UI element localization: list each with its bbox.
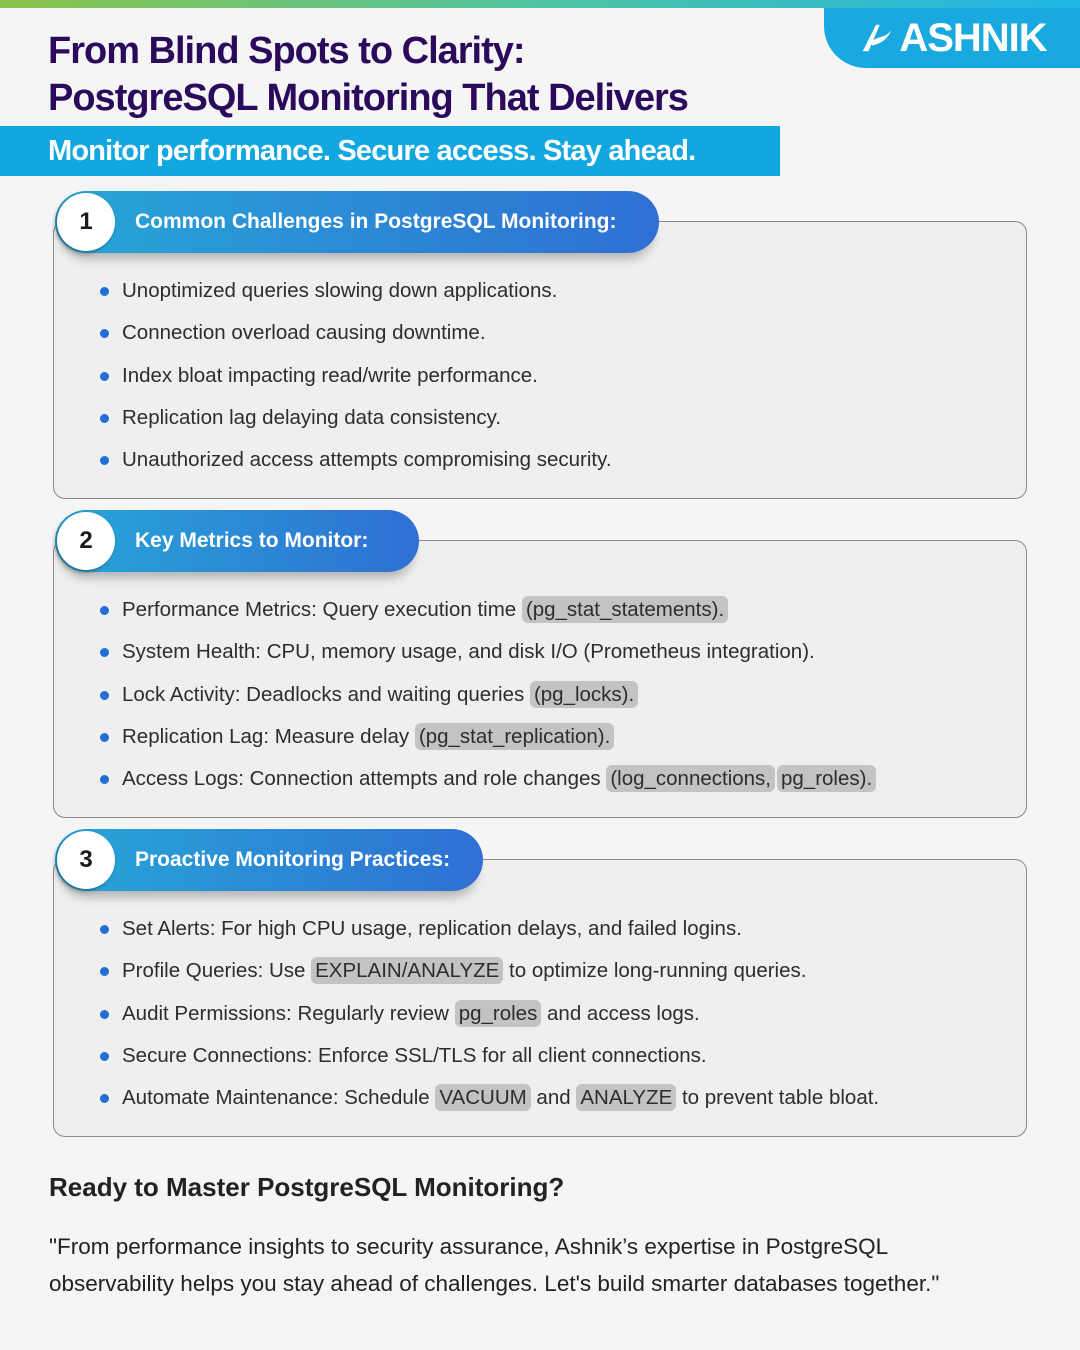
code-snippet: pg_roles (455, 1000, 542, 1027)
section-2-header (55, 510, 419, 572)
list-item: Audit Permissions: Regularly review pg_roles and access logs. (100, 993, 879, 1035)
title-line-2: PostgreSQL Monitoring That Delivers (48, 77, 688, 119)
section-3-card (53, 859, 1027, 1137)
section-heading: Proactive Monitoring Practices: (135, 848, 451, 871)
code-snippet: (pg_stat_replication). (415, 723, 614, 750)
section-2-list (100, 589, 876, 800)
section-number: 2 (57, 512, 115, 570)
top-gradient-strip (0, 0, 1080, 8)
list-item: Index bloat impacting read/write performance. (100, 355, 612, 397)
section-1-list (100, 270, 612, 481)
section-1-header (55, 191, 659, 253)
section-number: 1 (57, 193, 115, 251)
code-snippet: (pg_locks). (530, 681, 638, 708)
list-item: Set Alerts: For high CPU usage, replication delays, and failed logins. (100, 908, 879, 950)
subtitle: Monitor performance. Secure access. Stay ahead. (48, 135, 696, 167)
list-item: Replication Lag: Measure delay (pg_stat_replication). (100, 716, 876, 758)
list-item: Automate Maintenance: Schedule VACUUM and ANALYZE to prevent table bloat. (100, 1077, 879, 1119)
code-snippet: (pg_stat_statements). (522, 596, 728, 623)
subtitle-band (0, 126, 780, 176)
code-snippet: (log_connections, (606, 765, 775, 792)
cta-quote (49, 1228, 1009, 1302)
code-snippet: ANALYZE (576, 1084, 676, 1111)
logo-wordmark: ASHNIK (899, 15, 1047, 60)
section-2-card (53, 540, 1027, 818)
list-item: Replication lag delaying data consistency. (100, 397, 612, 439)
section-heading: Key Metrics to Monitor: (135, 529, 369, 552)
list-item: Connection overload causing downtime. (100, 312, 612, 354)
code-snippet: VACUUM (435, 1084, 530, 1111)
cta-line-1: "From performance insights to security assurance, Ashnik’s expertise in PostgreSQL (49, 1234, 889, 1259)
title-line-1: From Blind Spots to Clarity: (48, 30, 525, 72)
list-item: Secure Connections: Enforce SSL/TLS for all client connections. (100, 1035, 879, 1077)
list-item: System Health: CPU, memory usage, and disk I/O (Prometheus integration). (100, 631, 876, 673)
page-title (48, 28, 688, 122)
cta-line-2: observability helps you stay ahead of challenges. Let's build smarter databases together." (49, 1271, 940, 1296)
section-3-list (100, 908, 879, 1119)
code-snippet: EXPLAIN/ANALYZE (311, 957, 503, 984)
list-item: Lock Activity: Deadlocks and waiting queries (pg_locks). (100, 674, 876, 716)
ashnik-logo-icon (857, 19, 895, 57)
list-item: Unauthorized access attempts compromising security. (100, 439, 612, 481)
list-item: Profile Queries: Use EXPLAIN/ANALYZE to optimize long-running queries. (100, 950, 879, 992)
cta-heading: Ready to Master PostgreSQL Monitoring? (49, 1172, 565, 1202)
list-item: Access Logs: Connection attempts and role changes (log_connections, pg_roles). (100, 758, 876, 800)
list-item: Unoptimized queries slowing down applications. (100, 270, 612, 312)
list-item: Performance Metrics: Query execution time (pg_stat_statements). (100, 589, 876, 631)
section-heading: Common Challenges in PostgreSQL Monitoring: (135, 210, 617, 233)
section-3-header (55, 829, 483, 891)
section-1-card (53, 221, 1027, 499)
logo-badge (824, 8, 1080, 68)
code-snippet: pg_roles). (777, 765, 876, 792)
section-number: 3 (57, 831, 115, 889)
